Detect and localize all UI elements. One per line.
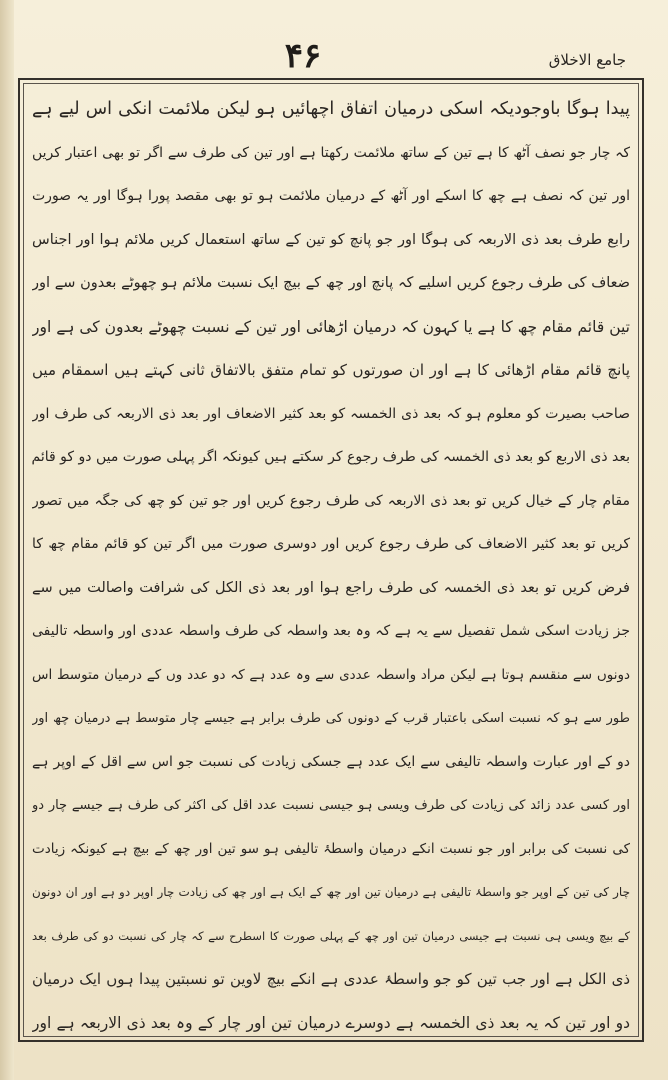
text-line: کریں تو بعد کثیر الاضعاف کی طرف رجوع کریں اور دوسری صورت میں اگر تین کو قائم مقام چھ کا <box>32 536 630 552</box>
text-line: ذی الکل ہے اور جب تین کو جو واسطۂ عددی ہے انکے بیچ لاوین تو نسبتین پیدا ہوں ایک درمیان <box>32 970 630 988</box>
text-line: پیدا ہوگا باوجودیکہ اسکی درمیان اتفاق اچھائیں ہو لیکن ملائمت انکی اس لیے ہے <box>32 99 630 119</box>
text-frame-border <box>18 78 644 1042</box>
page-spine-shadow <box>0 0 14 1080</box>
body-text-block <box>32 88 630 1032</box>
text-line: چار کی تین کے اوپر جو واسطۂ تالیفی ہے درمیان تین اور چھ کے ایک ہے اور چھ کی زیادت چار اوپر دو ہے اور ان دونون <box>32 885 630 899</box>
running-head-title: جامع الاخلاق <box>548 51 626 69</box>
text-line: مقام چار کے خیال کریں تو بعد ذی الاربعہ کی طرف رجوع کریں اور جو تین کو چھ کی جگہ میں تصور <box>32 492 630 509</box>
text-line: بعد ذی الاربع کو بعد ذی الخمسہ کی طرف رجوع کر سکتے ہیں کیونکہ اگر پہلی صورت میں دو کو قائم <box>32 449 630 465</box>
text-line: کی نسبت کی برابر اور جو نسبت انکے درمیان واسطۂ تالیفی ہو سو تین اور چھ کے بیچ ہے کیونکہ زیادت <box>32 840 630 857</box>
text-line: اور کسی عدد زائد کی زیادت کی طرف ویسی ہو جیسی نسبت عدد اقل کی اکثر کی طرف ہے جیسے چار دو <box>32 798 630 813</box>
text-line: طور سے ہو کہ نسبت اسکی باعتبار قرب کے دونوں کی طرف برابر ہے جیسے چار متوسط ہے درمیان چھ اور <box>32 711 630 726</box>
text-line: پانچ قائم مقام اڑھائی کا ہے اور ان صورتوں کو تمام متفق بالاتفاق ثانی کہتے ہیں اسمقام میں <box>32 361 630 379</box>
text-line: دونوں سے منقسم ہوتا ہے لیکن مراد واسطہ عددی سے وہ عدد ہے کہ دو عدد وں کے درمیان متوسط اس <box>32 666 630 683</box>
page-number: ۴۶ <box>284 36 322 76</box>
text-line: کے بیچ ویسی ہی نسبت ہے جیسی درمیان تین اور چھ کے پہلی صورت کا اسطرح سے کہ چار کی نسبت دو کی طرف بعد <box>32 928 630 943</box>
text-line: صاحب بصیرت کو معلوم ہو کہ بعد ذی الخمسہ کو بعد کثیر الاضعاف اور بعد ذی الاربعہ کی طرف اور <box>32 405 630 422</box>
text-line: ضعاف کی طرف رجوع کریں اسلیے کہ پانچ اور چھ کے بیچ ایک نسبت ملائم ہو چھوٹے بعدون سے اور <box>32 275 630 291</box>
text-line: فرض کریں تو بعد ذی الخمسہ کی طرف راجع ہوا اور بعد ذی الکل کی شرافت واصالت میں سے <box>32 579 630 596</box>
text-line: دو اور تین کہ یہ بعد ذی الخمسہ ہے دوسرے درمیان تین اور چار کے وہ بعد ذی الاربعہ ہے اور <box>32 1013 630 1032</box>
text-line: جز زیادت اسکی شمل تفصیل سے یہ ہے کہ وہ بعد واسطہ کی طرف واسطہ عددی اور واسطہ تالیفی <box>32 623 630 639</box>
text-line: رابع طرف بعد ذی الاربعہ کی ہوگا اور جو پانچ کو تین کے ساتھ استعمال کریں ملائم ہوا اور اجناس <box>32 231 630 248</box>
text-line: اور تین کہ نصف ہے چھ کا اسکے اور آٹھ کے درمیان ملائمت ہو تو بھی مقصد پورا ہوگا اور یہ صورت <box>32 188 630 204</box>
text-line: تین قائم مقام چھ کا ہے یا کہون کہ درمیان اڑھائی اور تین کے نسبت چھوٹے بعدون کی ہے اور <box>32 317 630 336</box>
text-line: کہ چار جو نصف آٹھ کا ہے تین کے ساتھ ملائمت رکھتا ہے اور تین کی طرف سے اگر تو بھی اعتبار کریں <box>32 144 630 161</box>
text-line: دو کے اور عبارت واسطہ تالیفی سے ایک عدد ہے جسکی زیادت کی نسبت جو اس سے اقل کے اوپر ہے <box>32 753 630 770</box>
